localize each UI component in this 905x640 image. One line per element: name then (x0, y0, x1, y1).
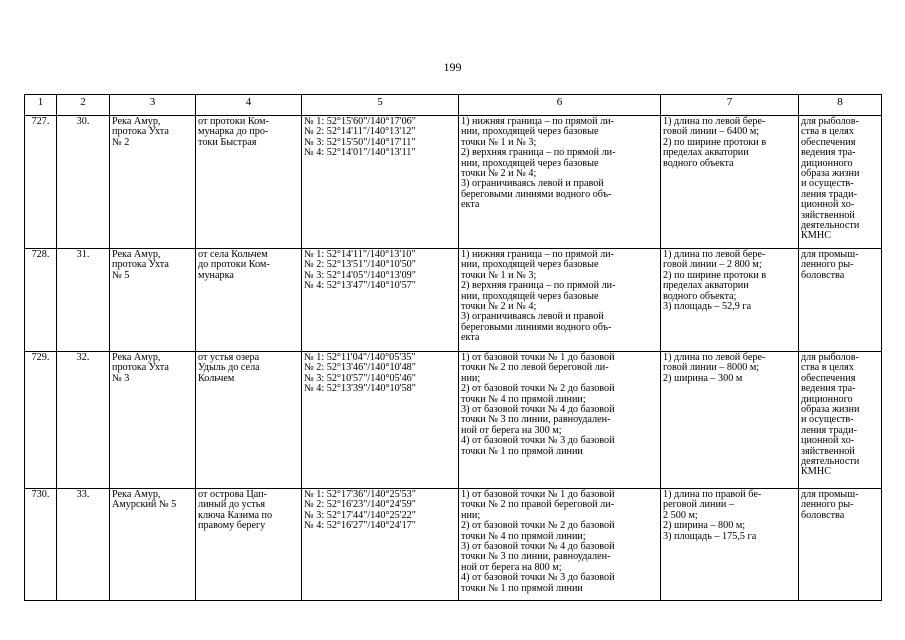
description-line: точки № 2 по правой береговой ли- (461, 499, 615, 511)
water-body-line: № 3 (112, 372, 130, 384)
size-cell (661, 352, 799, 489)
description-line: береговыми линиями водного объ- (461, 188, 612, 200)
fishing-areas-table (24, 94, 882, 601)
column-header: 3 (110, 95, 196, 116)
boundaries-line: от протоки Ком- (198, 116, 269, 127)
boundaries-line: токи Быстрая (198, 136, 257, 148)
purpose-cell (799, 116, 882, 249)
coordinate-line: № 3: 52°10'57"/140°05'46" (304, 372, 416, 384)
row-sequence-cell: 31. (57, 249, 110, 352)
boundaries-line: ключа Казима по (198, 509, 273, 521)
description-line: точки № 3 по линии, равноудален- (461, 414, 611, 426)
boundaries-cell (196, 489, 302, 601)
description-line: нии, проходящей через базовые (461, 259, 599, 271)
water-body-line: Амурский № 5 (112, 499, 177, 511)
coordinate-line: № 3: 52°15'50"/140°17'11" (304, 136, 416, 148)
boundaries-cell (196, 352, 302, 489)
coordinates-cell (302, 489, 459, 601)
description-line: точки № 2 и № 4; (461, 301, 537, 313)
boundaries-line: линый до устья (198, 499, 266, 511)
size-line: 2) по ширине протоки в (663, 136, 767, 148)
water-body-cell (110, 249, 196, 352)
description-line: 1) от базовой точки № 1 до базовой (461, 489, 615, 500)
size-line: говой линии – 8000 м; (663, 362, 760, 374)
description-line: 1) от базовой точки № 1 до базовой (461, 352, 615, 363)
purpose-line: и осуществ- (801, 414, 854, 426)
purpose-line: зяйственной (801, 209, 855, 221)
boundaries-line: до протоки Ком- (198, 259, 270, 271)
water-body-cell (110, 116, 196, 249)
column-header: 8 (799, 95, 882, 116)
size-line: водного объекта (663, 157, 734, 169)
coordinate-line: № 1: 52°14'11"/140°13'10" (304, 249, 416, 260)
coordinate-line: № 4: 52°14'01"/140°13'11" (304, 147, 416, 159)
description-line: точки № 1 по прямой линии (461, 582, 583, 594)
row-sequence-cell: 33. (57, 489, 110, 601)
purpose-line: диционного (801, 393, 853, 405)
water-body-line: протока Ухта (112, 126, 169, 138)
water-body-line: Река Амур, (112, 249, 161, 260)
coordinate-line: № 3: 52°17'44"/140°25'22" (304, 509, 416, 521)
boundaries-line: от села Кольчем (198, 249, 268, 260)
purpose-line: боловства (801, 269, 845, 281)
description-line: 3) ограничиваясь левой и правой (461, 311, 604, 323)
description-line: 2) от базовой точки № 2 до базовой (461, 383, 615, 395)
description-cell (459, 352, 661, 489)
coordinate-line: № 4: 52°13'47"/140°10'57" (304, 280, 416, 292)
coordinate-line: № 1: 52°17'36"/140°25'53" (304, 489, 416, 500)
description-line: нии; (461, 509, 481, 521)
size-line: реговой линии – (663, 499, 734, 511)
description-line: точки № 2 и № 4; (461, 168, 537, 180)
description-line: точки № 4 по прямой линии; (461, 530, 586, 542)
coordinates-cell (302, 249, 459, 352)
description-line: нии, проходящей через базовые (461, 126, 599, 138)
description-line: точки № 2 по левой береговой ли- (461, 362, 609, 374)
row-number-cell: 730. (25, 489, 57, 601)
water-body-line: № 5 (112, 269, 130, 281)
size-line: 2 500 м; (663, 509, 698, 521)
size-line: 3) площадь – 175,5 га (663, 530, 757, 542)
size-cell (661, 249, 799, 352)
description-line: точки № 1 и № 3; (461, 269, 537, 281)
boundaries-line: Удыль до села (198, 362, 260, 374)
description-line: береговыми линиями водного объ- (461, 321, 612, 333)
column-header: 2 (57, 95, 110, 116)
purpose-line: ленного ры- (801, 499, 854, 511)
size-line: 2) ширина – 300 м (663, 372, 743, 384)
purpose-line: ленного ры- (801, 259, 854, 271)
purpose-line: ведения тра- (801, 383, 856, 395)
size-cell (661, 489, 799, 601)
table-row (25, 116, 882, 249)
water-body-line: Река Амур, (112, 352, 161, 363)
coordinate-line: № 1: 52°15'60"/140°17'06" (304, 116, 416, 127)
description-line: 3) ограничиваясь левой и правой (461, 178, 604, 190)
column-header: 4 (196, 95, 302, 116)
purpose-line: деятельности (801, 456, 860, 468)
description-line: ной от берега на 300 м; (461, 424, 562, 436)
description-line: 1) нижняя граница – по прямой ли- (461, 116, 614, 127)
boundaries-line: от устья озера (198, 352, 260, 363)
purpose-line: КМНС (801, 230, 832, 242)
coordinates-cell (302, 352, 459, 489)
size-line: пределах акватории (663, 147, 749, 159)
purpose-line: образа жизни (801, 168, 860, 180)
size-line: 1) длина по правой бе- (663, 489, 762, 500)
water-body-line: протока Ухта (112, 259, 169, 271)
boundaries-line: мунарка (198, 269, 234, 281)
purpose-line: для промыш- (801, 249, 859, 260)
description-line: 3) от базовой точки № 4 до базовой (461, 404, 615, 416)
boundaries-line: правому берегу (198, 520, 266, 532)
size-line: 2) ширина – 800 м; (663, 520, 746, 532)
coordinate-line: № 3: 52°14'05"/140°13'09" (304, 269, 416, 281)
coordinate-line: № 4: 52°16'27"/140°24'17" (304, 520, 416, 532)
description-line: ной от берега на 800 м; (461, 561, 562, 573)
description-line: точки № 1 по прямой линии (461, 445, 583, 457)
row-sequence-cell: 32. (57, 352, 110, 489)
boundaries-line: мунарка до про- (198, 126, 269, 138)
description-line: 3) от базовой точки № 4 до базовой (461, 541, 615, 553)
description-line: 1) нижняя граница – по прямой ли- (461, 249, 614, 260)
purpose-line: для промыш- (801, 489, 859, 500)
coordinate-line: № 2: 52°14'11"/140°13'12" (304, 126, 416, 138)
purpose-line: и осуществ- (801, 178, 854, 190)
water-body-cell (110, 352, 196, 489)
water-body-line: Река Амур, (112, 489, 161, 500)
description-line: точки № 1 и № 3; (461, 136, 537, 148)
purpose-line: образа жизни (801, 404, 860, 416)
purpose-line: боловства (801, 509, 845, 521)
size-line: говой линии – 2 800 м; (663, 259, 762, 271)
purpose-line: деятельности (801, 220, 860, 232)
description-line: нии, проходящей через базовые (461, 157, 599, 169)
table-row (25, 352, 882, 489)
coordinate-line: № 4: 52°13'39"/140°10'58" (304, 383, 416, 395)
size-line: 1) длина по левой бере- (663, 352, 766, 363)
coordinate-line: № 2: 52°13'46"/140°10'48" (304, 362, 416, 374)
description-line: 2) верхняя граница – по прямой ли- (461, 147, 616, 159)
description-line: 4) от базовой точки № 3 до базовой (461, 435, 615, 447)
page-number: 199 (443, 60, 462, 74)
description-line: екта (461, 332, 480, 344)
size-line: пределах акватории (663, 280, 749, 292)
coordinate-line: № 2: 52°16'23"/140°24'59" (304, 499, 416, 511)
description-line: нии, проходящей через базовые (461, 290, 599, 302)
size-line: 1) длина по левой бере- (663, 249, 766, 260)
column-header: 7 (661, 95, 799, 116)
description-line: точки № 3 по линии, равноудален- (461, 551, 611, 563)
purpose-line: ства в целях (801, 126, 854, 138)
purpose-cell (799, 249, 882, 352)
coordinate-line: № 1: 52°11'04"/140°05'35" (304, 352, 416, 363)
column-header: 6 (459, 95, 661, 116)
description-line: 2) верхняя граница – по прямой ли- (461, 280, 616, 292)
row-sequence-cell: 30. (57, 116, 110, 249)
water-body-line: № 2 (112, 136, 130, 148)
column-header: 1 (25, 95, 57, 116)
coordinates-cell (302, 116, 459, 249)
description-cell (459, 116, 661, 249)
purpose-cell (799, 489, 882, 601)
description-line: нии; (461, 372, 481, 384)
purpose-line: для рыболов- (801, 116, 859, 127)
description-line: 2) от базовой точки № 2 до базовой (461, 520, 615, 532)
description-cell (459, 489, 661, 601)
row-number-cell: 728. (25, 249, 57, 352)
purpose-line: ционной хо- (801, 435, 855, 447)
purpose-line: ления тради- (801, 188, 857, 200)
water-body-cell (110, 489, 196, 601)
boundaries-cell (196, 116, 302, 249)
boundaries-line: Кольчем (198, 372, 235, 384)
water-body-line: Река Амур, (112, 116, 161, 127)
purpose-line: зяйственной (801, 445, 855, 457)
purpose-line: ства в целях (801, 362, 854, 374)
purpose-line: обеспечения (801, 372, 856, 384)
table-row (25, 249, 882, 352)
size-line: водного объекта; (663, 290, 737, 302)
row-number-cell: 729. (25, 352, 57, 489)
column-header: 5 (302, 95, 459, 116)
coordinate-line: № 2: 52°13'51"/140°10'50" (304, 259, 416, 271)
purpose-line: для рыболов- (801, 352, 859, 363)
boundaries-line: от острова Цап- (198, 489, 267, 500)
size-line: 2) по ширине протоки в (663, 269, 767, 281)
description-line: 4) от базовой точки № 3 до базовой (461, 572, 615, 584)
column-number-header-row (25, 95, 882, 116)
description-line: екта (461, 199, 480, 211)
table-row (25, 489, 882, 601)
purpose-line: ления тради- (801, 424, 857, 436)
size-line: 1) длина по левой бере- (663, 116, 766, 127)
purpose-line: диционного (801, 157, 853, 169)
boundaries-cell (196, 249, 302, 352)
purpose-line: КМНС (801, 466, 832, 478)
size-cell (661, 116, 799, 249)
size-line: 3) площадь – 52,9 га (663, 301, 752, 313)
water-body-line: протока Ухта (112, 362, 169, 374)
purpose-line: ционной хо- (801, 199, 855, 211)
description-line: точки № 4 по прямой линии; (461, 393, 586, 405)
purpose-line: ведения тра- (801, 147, 856, 159)
purpose-line: обеспечения (801, 136, 856, 148)
size-line: говой линии – 6400 м; (663, 126, 760, 138)
purpose-cell (799, 352, 882, 489)
description-cell (459, 249, 661, 352)
row-number-cell: 727. (25, 116, 57, 249)
